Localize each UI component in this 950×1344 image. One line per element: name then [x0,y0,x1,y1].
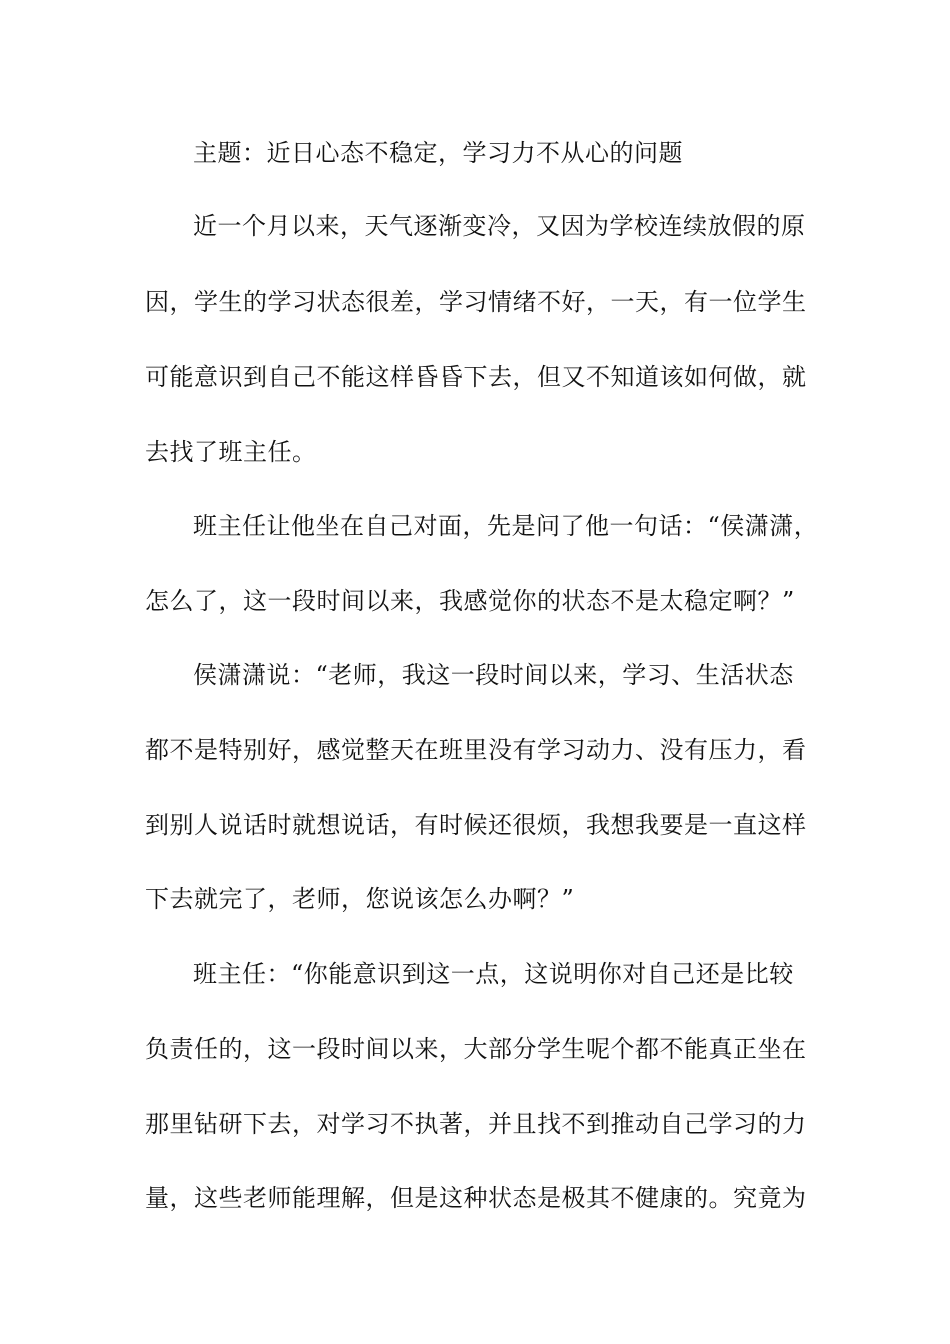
paragraph-line: 都不是特别好，感觉整天在班里没有学习动力、没有压力，看 [145,736,807,764]
paragraph-line: 量，这些老师能理解，但是这种状态是极其不健康的。究竟为 [145,1184,807,1212]
paragraph-line: 怎么了，这一段时间以来，我感觉你的状态不是太稳定啊？” [145,587,795,615]
paragraph-line: 负责任的，这一段时间以来，大部分学生呢个都不能真正坐在 [145,1035,807,1063]
paragraph-line: 班主任让他坐在自己对面，先是问了他一句话：“侯潇潇， [193,512,819,540]
document-title: 主题：近日心态不稳定，学习力不从心的问题 [193,139,683,167]
paragraph-line: 近一个月以来，天气逐渐变冷，又因为学校连续放假的原 [193,212,806,240]
paragraph-line: 侯潇潇说：“老师，我这一段时间以来，学习、生活状态 [193,661,794,689]
paragraph-line: 可能意识到自己不能这样昏昏下去，但又不知道该如何做，就 [145,363,807,391]
paragraph-line: 去找了班主任。 [145,438,317,466]
paragraph-line: 班主任：“你能意识到这一点，这说明你对自己还是比较 [193,960,794,988]
paragraph-line: 那里钻研下去，对学习不执著，并且找不到推动自己学习的力 [145,1110,807,1138]
paragraph-line: 因，学生的学习状态很差，学习情绪不好，一天，有一位学生 [145,288,807,316]
paragraph-line: 到别人说话时就想说话，有时候还很烦，我想我要是一直这样 [145,811,807,839]
paragraph-line: 下去就完了，老师，您说该怎么办啊？” [145,885,575,913]
